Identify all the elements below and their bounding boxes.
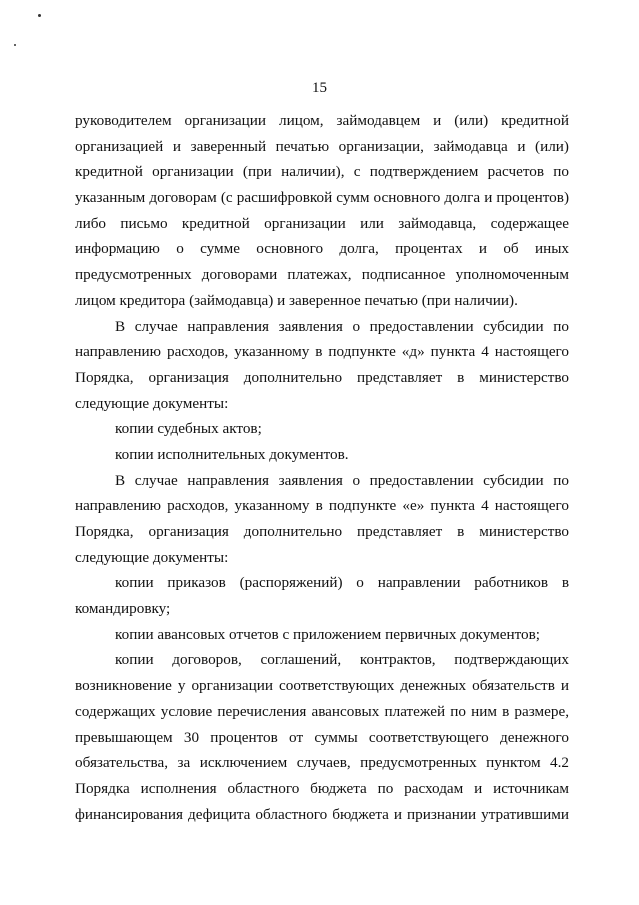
text-line: финансирования дефицита областного бюджета и признании утратившими: [75, 805, 569, 823]
text-line: В случае направления заявления о предоставлении субсидии по: [115, 471, 569, 489]
text-line: следующие документы:: [75, 394, 229, 412]
text-line: организацией и заверенный печатью организации, займодавца и (или): [75, 137, 569, 155]
text-line: возникновение у организации соответствующих денежных обязательств и: [75, 677, 569, 695]
text-line: направлению расходов, указанному в подпункте «е» пункта 4 настоящего: [75, 497, 569, 515]
text-line: В случае направления заявления о предоставлении субсидии по: [115, 317, 569, 335]
text-line: превышающем 30 процентов от суммы соответствующего денежного: [75, 728, 569, 746]
text-line: Порядка, организация дополнительно представляет в министерство: [75, 523, 569, 540]
body-text: [75, 108, 569, 827]
text-line: содержащих условие перечисления авансовых платежей по ним в размере,: [75, 702, 569, 720]
text-line: копии авансовых отчетов с приложением первичных документов;: [115, 625, 540, 643]
text-line: информацию о сумме основного долга, процентах и об иных: [75, 240, 569, 258]
text-line: копии договоров, соглашений, контрактов, подтверждающих: [115, 651, 569, 669]
text-line: Порядка, организация дополнительно представляет в министерство: [75, 368, 569, 386]
text-line: руководителем организации лицом, займодавцем и (или) кредитной: [75, 112, 569, 129]
text-line: указанным договорам (с расшифровкой сумм основного долга и процентов): [75, 189, 569, 207]
text-line: либо письмо кредитной организации или займодавца, содержащее: [75, 214, 569, 232]
text-line: лицом кредитора (займодавца) и заверенное печатью (при наличии).: [75, 291, 518, 309]
text-line: направлению расходов, указанному в подпункте «д» пункта 4 настоящего: [75, 343, 569, 361]
text-line: командировку;: [75, 600, 171, 618]
scan-speck: [38, 14, 41, 17]
page-number: 15: [312, 80, 327, 96]
text-line: предусмотренных договорами платежах, подписанное уполномоченным: [75, 266, 569, 284]
text-line: обязательства, за исключением случаев, предусмотренных пунктом 4.2: [75, 754, 569, 772]
text-line: кредитной организации (при наличии), с подтверждением расчетов по: [75, 163, 569, 181]
text-line: следующие документы:: [75, 548, 229, 566]
text-line: копии исполнительных документов.: [115, 445, 349, 463]
scan-speck: [14, 44, 16, 46]
text-line: Порядка исполнения областного бюджета по расходам и источникам: [75, 779, 569, 797]
text-line: копии судебных актов;: [115, 420, 262, 438]
text-line: копии приказов (распоряжений) о направлении работников в: [115, 574, 569, 592]
